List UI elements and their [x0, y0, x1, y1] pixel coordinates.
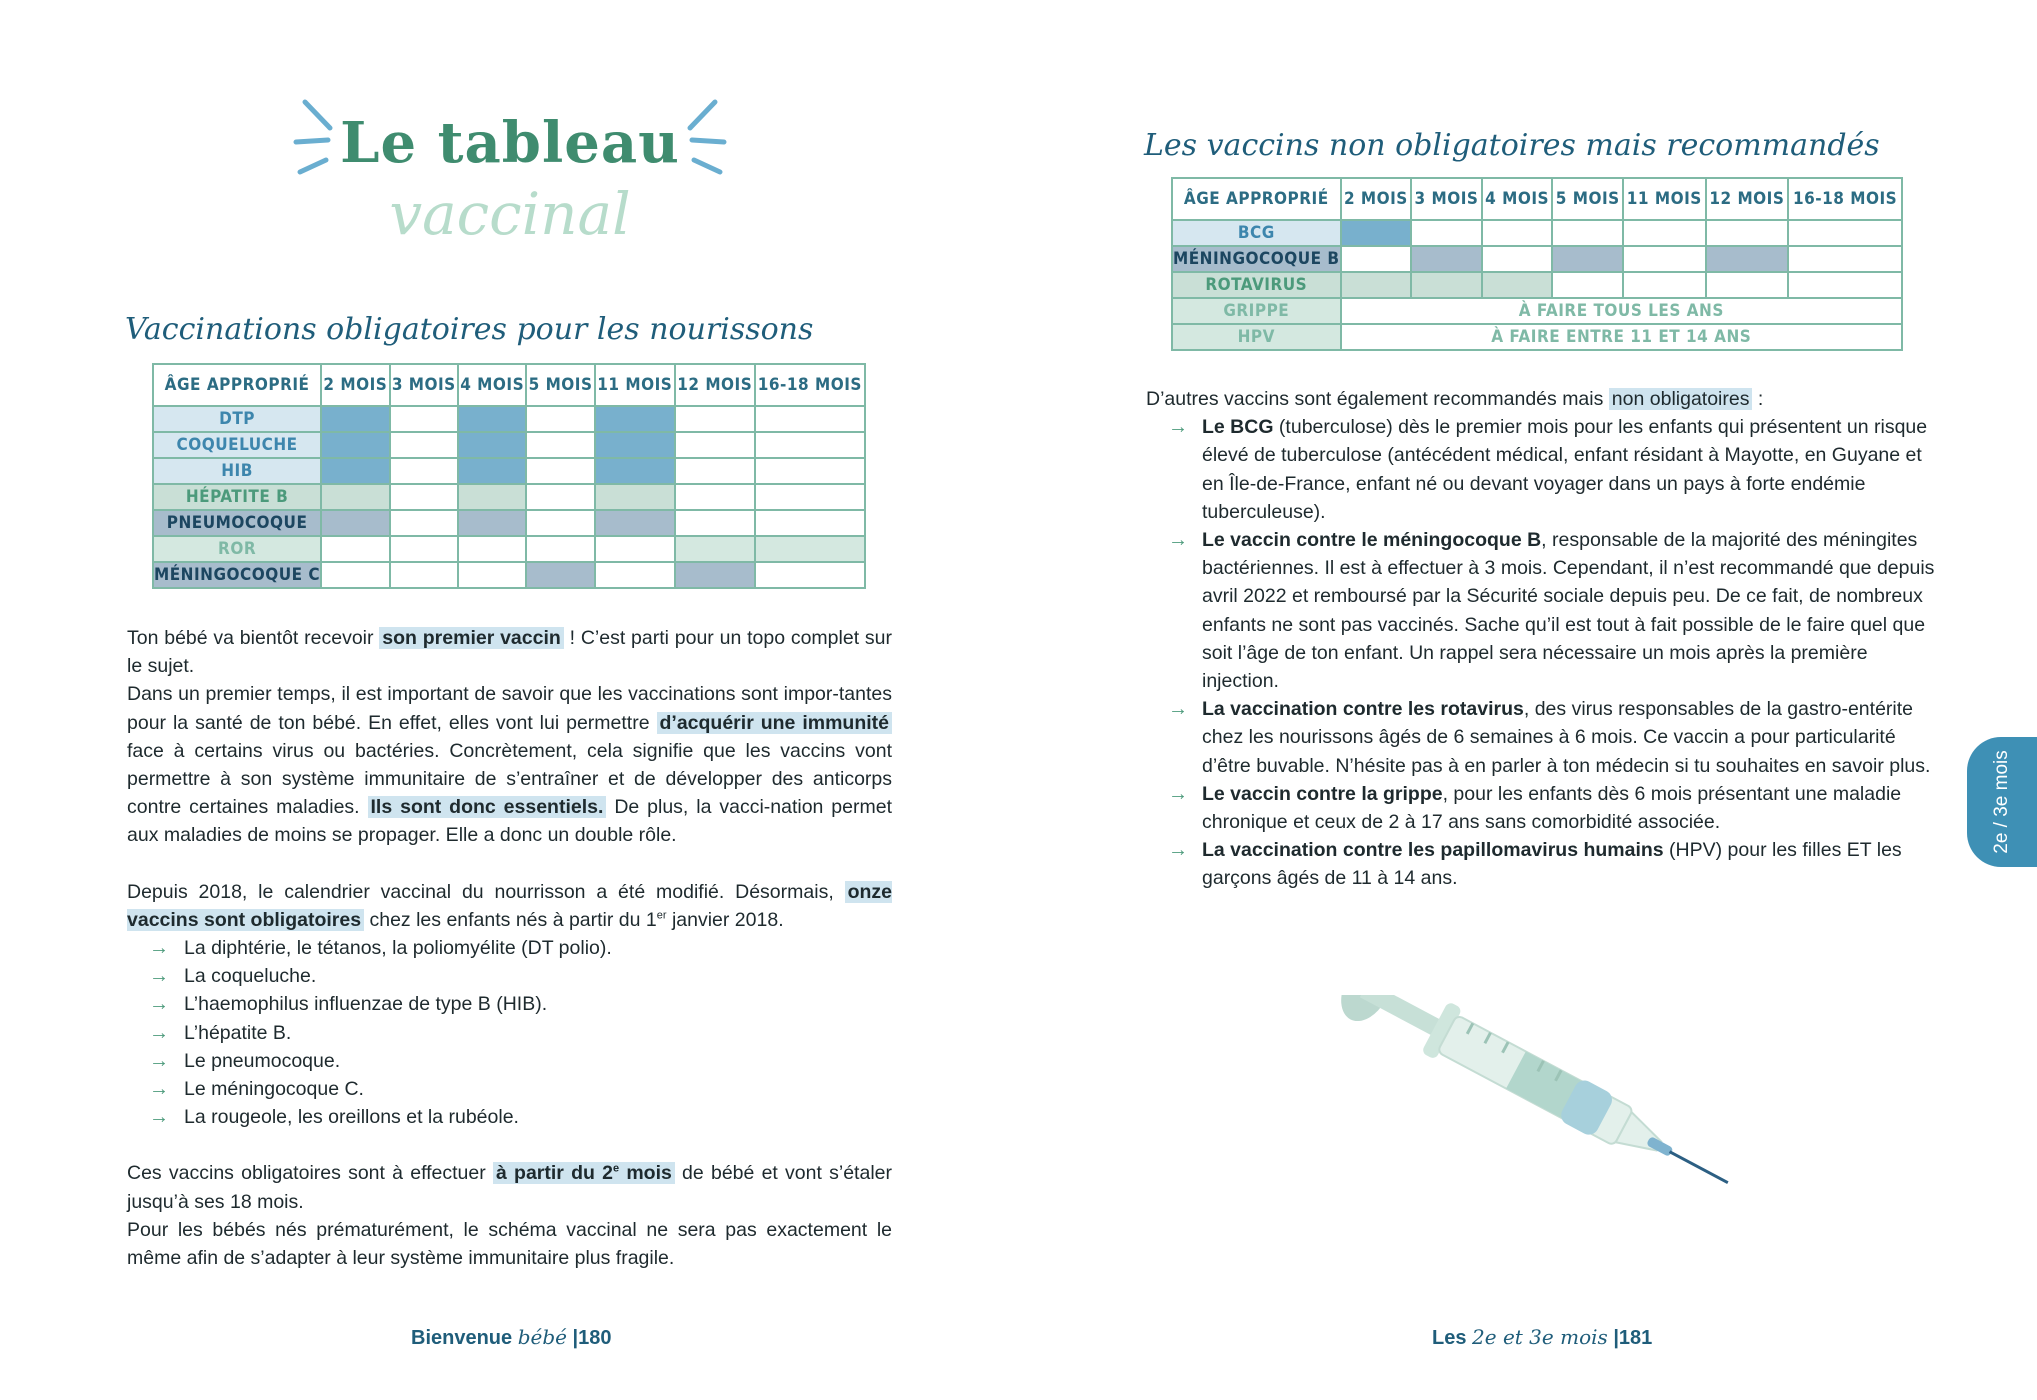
table-row	[153, 536, 865, 562]
scheduled-dose-cell	[675, 536, 755, 562]
empty-cell	[1482, 220, 1553, 246]
schedule-note-cell: À FAIRE TOUS LES ANS	[1341, 298, 1902, 324]
table-row	[1172, 272, 1902, 298]
header-month: 3 MOIS	[390, 364, 458, 406]
empty-cell	[526, 484, 594, 510]
scheduled-dose-cell	[595, 484, 675, 510]
highlight-eleven-vaccines: onze vaccins sont obligatoires	[127, 880, 892, 931]
title-main: Le tableau	[340, 110, 680, 176]
empty-cell	[1706, 272, 1789, 298]
table-row	[153, 562, 865, 588]
empty-cell	[595, 536, 675, 562]
table-row	[1172, 298, 1902, 324]
arrow-icon: →	[149, 1049, 169, 1072]
arrow-icon: →	[149, 1106, 169, 1129]
highlight-first-vaccine: son premier vaccin	[379, 627, 564, 649]
arrow-icon: →	[149, 1021, 169, 1044]
scheduled-dose-cell	[1706, 246, 1789, 272]
empty-cell	[675, 510, 755, 536]
empty-cell	[1482, 246, 1553, 272]
header-month: 12 MOIS	[1706, 178, 1789, 220]
table-header-row	[1172, 178, 1902, 220]
empty-cell	[675, 484, 755, 510]
scheduled-dose-cell	[458, 406, 526, 432]
section-title-recommended: Les vaccins non obligatoires mais recommandés	[1144, 128, 1880, 163]
scheduled-dose-cell	[321, 484, 389, 510]
table-row	[153, 458, 865, 484]
empty-cell	[526, 432, 594, 458]
scheduled-dose-cell	[595, 458, 675, 484]
empty-cell	[755, 432, 865, 458]
highlight-immunity: d’acquérir une immunité	[657, 712, 893, 734]
arrow-icon: →	[149, 965, 169, 988]
arrow-icon: →	[1168, 698, 1188, 721]
arrow-icon: →	[1168, 529, 1188, 552]
vaccine-name-cell: MÉNINGOCOQUE C	[153, 562, 321, 588]
empty-cell	[675, 406, 755, 432]
footer-left: Bienvenue bébé |180	[411, 1325, 612, 1349]
table-row	[153, 510, 865, 536]
highlight-essential: Ils sont donc essentiels.	[368, 796, 607, 818]
scheduled-dose-cell	[1552, 246, 1623, 272]
page-title	[280, 90, 740, 260]
recommended-vaccines-list	[1146, 413, 1946, 892]
empty-cell	[1788, 220, 1902, 246]
left-body-text	[127, 624, 892, 1272]
vaccine-name-cell: COQUELUCHE	[153, 432, 321, 458]
header-month: 2 MOIS	[321, 364, 389, 406]
scheduled-dose-cell	[458, 510, 526, 536]
list-item: → Le méningocoque C.	[127, 1075, 892, 1103]
vaccine-name-cell: GRIPPE	[1172, 298, 1341, 324]
vaccine-name-cell: ROR	[153, 536, 321, 562]
mandatory-vaccines-list	[127, 934, 892, 1131]
header-month: 3 MOIS	[1411, 178, 1482, 220]
empty-cell	[321, 536, 389, 562]
chapter-side-tab[interactable]	[1967, 737, 2037, 867]
header-age: ÂGE APPROPRIÉ	[1172, 178, 1341, 220]
header-month: 12 MOIS	[675, 364, 755, 406]
scheduled-dose-cell	[321, 458, 389, 484]
empty-cell	[1788, 272, 1902, 298]
empty-cell	[390, 510, 458, 536]
scheduled-dose-cell	[595, 510, 675, 536]
empty-cell	[1623, 220, 1706, 246]
header-month: 5 MOIS	[1552, 178, 1623, 220]
list-item: → Le BCG (tuberculose) dès le premier mois pour les enfants qui présentent un risque élevé de tuberculose (antécédent médical, enfant résidant à Mayotte, en Guyane et en Île-de-France, enfant né ou devant voyager dans un pays à forte endémie tuberculeuse).	[1146, 413, 1946, 526]
scheduled-dose-cell	[755, 536, 865, 562]
scheduled-dose-cell	[675, 562, 755, 588]
arrow-icon: →	[1168, 839, 1188, 862]
empty-cell	[390, 484, 458, 510]
schedule-note-cell: À FAIRE ENTRE 11 ET 14 ANS	[1341, 324, 1902, 350]
right-page	[1018, 0, 2037, 1400]
table-row	[153, 432, 865, 458]
vaccine-name-cell: MÉNINGOCOQUE B	[1172, 246, 1341, 272]
paragraph-schedule: Ces vaccins obligatoires sont à effectuer à partir du 2e mois de bébé et vont s’étaler jusqu’à ses 18 mois.	[127, 1162, 892, 1213]
empty-cell	[755, 510, 865, 536]
paragraph-premature: Pour les bébés nés prématurément, le schéma vaccinal ne sera pas exactement le même afin de s’adapter à leur système immunitaire plus fragile.	[127, 1218, 892, 1270]
scheduled-dose-cell	[595, 432, 675, 458]
empty-cell	[675, 432, 755, 458]
vaccine-name-cell: DTP	[153, 406, 321, 432]
chapter-side-tab-label: 2e / 3e mois	[1991, 750, 2012, 854]
header-month: 11 MOIS	[1623, 178, 1706, 220]
empty-cell	[755, 484, 865, 510]
section-title-mandatory: Vaccinations obligatoires pour les nourissons	[125, 312, 814, 347]
list-item: → Le pneumocoque.	[127, 1047, 892, 1075]
empty-cell	[458, 562, 526, 588]
empty-cell	[321, 562, 389, 588]
scheduled-dose-cell	[458, 484, 526, 510]
empty-cell	[390, 406, 458, 432]
vaccine-name-cell: BCG	[1172, 220, 1341, 246]
empty-cell	[1411, 220, 1482, 246]
paragraph-recommended-intro: D’autres vaccins sont également recommandés mais non obligatoires :	[1146, 388, 1764, 410]
table-row	[1172, 246, 1902, 272]
empty-cell	[526, 406, 594, 432]
list-item: → La rougeole, les oreillons et la rubéole.	[127, 1103, 892, 1131]
empty-cell	[755, 406, 865, 432]
arrow-icon: →	[1168, 416, 1188, 439]
list-item: → La coqueluche.	[127, 962, 892, 990]
list-item: → Le vaccin contre le méningocoque B, responsable de la majorité des méningites bactériennes. Il est à effectuer à 3 mois. Cependant, il n’est recommandé que depuis avril 2022 et remboursé par la Sécurité sociale depuis peu. De ce fait, de nombreux enfants ne sont pas vaccinés. Sache qu’il est tout à fait possible de le faire quel que soit l’âge de ton enfant. Un rappel sera nécessaire un mois après la première injection.	[1146, 526, 1946, 695]
arrow-icon: →	[149, 1078, 169, 1101]
header-month: 4 MOIS	[1482, 178, 1553, 220]
syringe-illustration	[1290, 995, 1750, 1215]
table-row	[153, 406, 865, 432]
scheduled-dose-cell	[458, 458, 526, 484]
scheduled-dose-cell	[526, 562, 594, 588]
vaccine-name-cell: HIB	[153, 458, 321, 484]
empty-cell	[390, 536, 458, 562]
scheduled-dose-cell	[1411, 272, 1482, 298]
empty-cell	[526, 510, 594, 536]
table-row	[1172, 324, 1902, 350]
paragraph-immunity: Dans un premier temps, il est important de savoir que les vaccinations sont impor-tantes pour la santé de ton bébé. En effet, elles vont lui permettre d’acquérir une immunité face à certains virus ou bactéries. Concrètement, cela signifie que les vaccins vont permettre à son système immunitaire de s’entraîner et de développer des anticorps contre certaines maladies. Ils sont donc essentiels. De plus, la vacci-nation permet aux maladies de moins se propager. Elle a donc un double rôle.	[127, 683, 893, 847]
header-month: 4 MOIS	[458, 364, 526, 406]
empty-cell	[458, 536, 526, 562]
empty-cell	[390, 458, 458, 484]
scheduled-dose-cell	[458, 432, 526, 458]
list-item: → L’haemophilus influenzae de type B (HIB).	[127, 990, 892, 1018]
scheduled-dose-cell	[1341, 272, 1412, 298]
table-row	[1172, 220, 1902, 246]
header-month: 2 MOIS	[1341, 178, 1412, 220]
empty-cell	[1623, 246, 1706, 272]
scheduled-dose-cell	[1482, 272, 1553, 298]
arrow-icon: →	[149, 937, 169, 960]
right-body-text	[1146, 385, 1946, 893]
sparkle-lines-right-icon	[670, 90, 740, 180]
paragraph-intro: Ton bébé va bientôt recevoir son premier vaccin ! C’est parti pour un topo complet sur le sujet.	[127, 627, 892, 678]
empty-cell	[1623, 272, 1706, 298]
empty-cell	[755, 458, 865, 484]
empty-cell	[1706, 220, 1789, 246]
list-item: → La vaccination contre les papillomavirus humains (HPV) pour les filles ET les garçons âgés de 11 à 14 ans.	[1146, 836, 1946, 892]
list-item: → L’hépatite B.	[127, 1019, 892, 1047]
vaccine-name-cell: HÉPATITE B	[153, 484, 321, 510]
empty-cell	[1552, 272, 1623, 298]
paragraph-calendar: Depuis 2018, le calendrier vaccinal du nourrisson a été modifié. Désormais, onze vaccins sont obligatoires chez les enfants nés à partir du 1er janvier 2018.	[127, 880, 892, 931]
header-age: ÂGE APPROPRIÉ	[153, 364, 321, 406]
list-item: → La diphtérie, le tétanos, la poliomyélite (DT polio).	[127, 934, 892, 962]
vaccine-name-cell: HPV	[1172, 324, 1341, 350]
highlight-from-second-month: à partir du 2e mois	[493, 1162, 675, 1184]
header-month: 16-18 MOIS	[755, 364, 865, 406]
list-item: → La vaccination contre les rotavirus, des virus responsables de la gastro-entérite chez les nourissons âgés de 6 semaines à 6 mois. Ce vaccin a pour particularité d’être buvable. N’hésite pas à en parler à ton médecin si tu souhaites en savoir plus.	[1146, 695, 1946, 780]
highlight-not-mandatory: non obligatoires	[1609, 388, 1753, 410]
arrow-icon: →	[1168, 782, 1188, 805]
header-month: 16-18 MOIS	[1788, 178, 1902, 220]
scheduled-dose-cell	[595, 406, 675, 432]
empty-cell	[390, 562, 458, 588]
empty-cell	[755, 562, 865, 588]
footer-right: Les 2e et 3e mois |181	[1432, 1325, 1653, 1349]
empty-cell	[390, 432, 458, 458]
left-page	[0, 0, 1018, 1400]
empty-cell	[1788, 246, 1902, 272]
recommended-vaccines-table	[1171, 177, 1903, 351]
empty-cell	[1341, 246, 1412, 272]
empty-cell	[675, 458, 755, 484]
mandatory-vaccines-table	[152, 363, 866, 589]
scheduled-dose-cell	[321, 510, 389, 536]
header-month: 11 MOIS	[595, 364, 675, 406]
table-header-row	[153, 364, 865, 406]
vaccine-name-cell: ROTAVIRUS	[1172, 272, 1341, 298]
empty-cell	[526, 458, 594, 484]
scheduled-dose-cell	[1341, 220, 1412, 246]
empty-cell	[526, 536, 594, 562]
vaccine-name-cell: PNEUMOCOQUE	[153, 510, 321, 536]
table-row	[153, 484, 865, 510]
scheduled-dose-cell	[1411, 246, 1482, 272]
list-item: → Le vaccin contre la grippe, pour les enfants dès 6 mois présentant une maladie chronique et ceux de 2 à 17 ans sans comorbidité associée.	[1146, 780, 1946, 836]
scheduled-dose-cell	[321, 432, 389, 458]
empty-cell	[1552, 220, 1623, 246]
header-month: 5 MOIS	[526, 364, 594, 406]
scheduled-dose-cell	[321, 406, 389, 432]
empty-cell	[595, 562, 675, 588]
arrow-icon: →	[149, 993, 169, 1016]
title-script: vaccinal	[389, 180, 631, 248]
